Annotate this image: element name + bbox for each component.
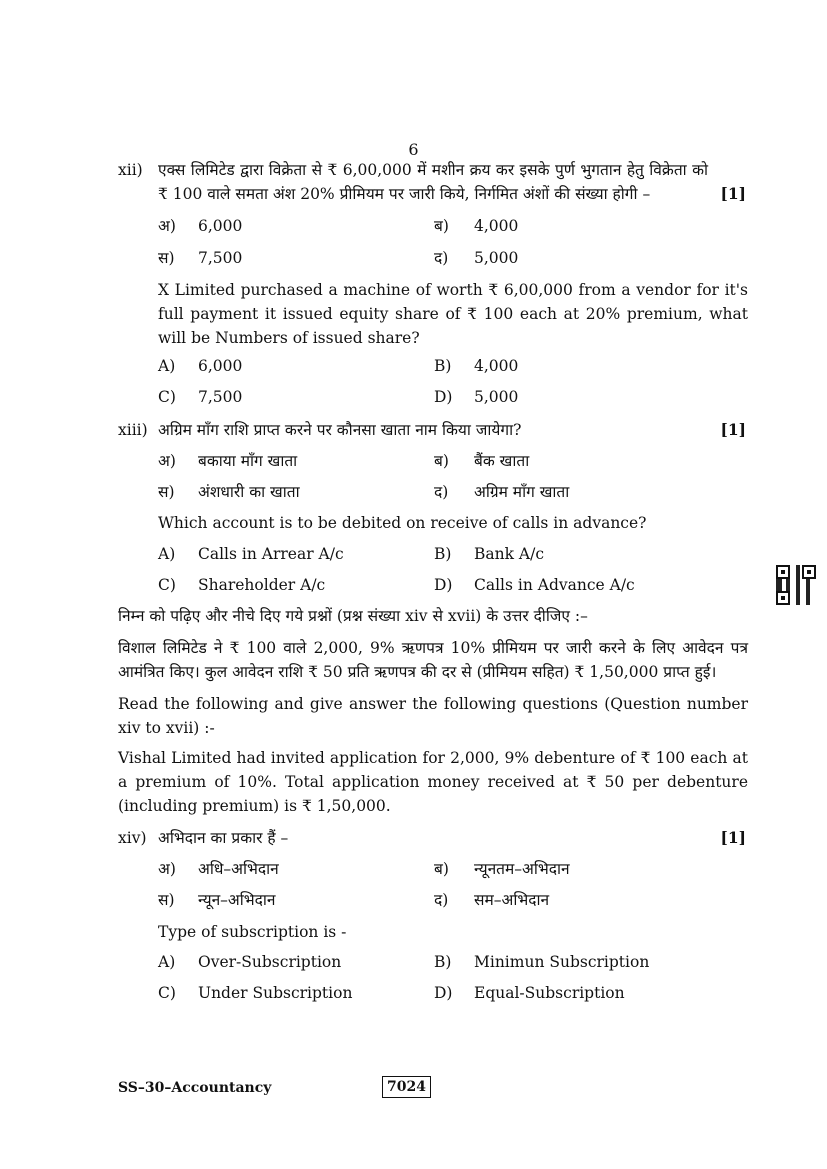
passage-text-hindi: विशाल लिमिटेड ने ₹ 100 वाले 2,000, 9% ऋणपत्र 10% प्रीमियम पर जारी करने के लिए आवेदन पत्र आमंत्रित किए। कुल आवेदन राशि ₹ 50 प्रति ऋणपत्र की दर से (प्रीमियम सहित) ₹ 1,50,000 प्राप्त हुई। <box>118 639 748 681</box>
option-c: C) Under Subscription <box>158 984 353 1002</box>
options-row <box>158 354 748 378</box>
options-row <box>158 981 748 1005</box>
option-a: अ) बकाया माँग खाता <box>158 452 298 470</box>
option-c: C) Shareholder A/c <box>158 576 326 594</box>
option-c: स) अंशधारी का खाता <box>158 483 300 501</box>
question-number: xii) <box>118 161 143 179</box>
option-a: A) Over-Subscription <box>158 953 342 971</box>
options-row <box>158 857 748 881</box>
question-xii-english: X Limited purchased a machine of worth ₹ 6,00,000 from a vendor for it's full payment it issued equity share of ₹ 100 each at 20% premium, what will be Numbers of issued share? <box>158 281 748 347</box>
option-a: A) Calls in Arrear A/c <box>158 545 344 563</box>
question-xiv-hindi <box>118 826 748 850</box>
options-row <box>158 950 748 974</box>
options-row <box>158 449 748 473</box>
question-xiii-hindi <box>118 418 748 442</box>
option-d: द) 5,000 <box>434 249 519 267</box>
option-d: द) अग्रिम माँग खाता <box>434 483 570 501</box>
option-d: D) Equal-Subscription <box>434 984 625 1002</box>
options-row <box>158 246 748 270</box>
option-c: स) न्यून–अभिदान <box>158 891 276 909</box>
question-xiii-english: Which account is to be debited on receive of calls in advance? <box>158 514 647 532</box>
passage-instruction-hindi: निम्न को पढ़िए और नीचे दिए गये प्रश्नों (प्रश्न संख्या xiv से xvii) के उत्तर दीजिए :– <box>118 607 588 625</box>
option-b: ब) बैंक खाता <box>434 452 530 470</box>
options-row <box>158 573 748 597</box>
option-b: B) 4,000 <box>434 357 519 375</box>
question-text: एक्स लिमिटेड द्वारा विक्रेता से ₹ 6,00,000 में मशीन क्रय कर इसके पुर्ण भुगतान हेतु विक्रेता को ₹ 100 वाले समता अंश 20% प्रीमियम पर जारी किये, निर्गमित अंशों की संख्या होगी – <box>158 161 708 203</box>
page-number: 6 <box>408 140 419 159</box>
marks-badge: [1] <box>720 184 746 203</box>
question-xiv-english: Type of subscription is - <box>158 923 347 941</box>
passage-text-english: Vishal Limited had invited application for 2,000, 9% debenture of ₹ 100 each at a premium of 10%. Total application money received at ₹ 50 per debenture (including premium) is ₹ 1,50,000. <box>118 749 748 815</box>
options-row <box>158 385 748 409</box>
option-d: D) 5,000 <box>434 388 519 406</box>
marks-badge: [1] <box>720 828 746 847</box>
option-b: B) Minimun Subscription <box>434 953 650 971</box>
question-number: xiv) <box>118 829 147 847</box>
option-a: अ) 6,000 <box>158 217 243 235</box>
footer-paper-code: 7024 <box>382 1076 431 1098</box>
question-text: अभिदान का प्रकार हैं – <box>158 829 289 847</box>
options-row <box>158 214 748 238</box>
option-a: A) 6,000 <box>158 357 243 375</box>
option-d: द) सम–अभिदान <box>434 891 550 909</box>
options-row <box>158 480 748 504</box>
options-row <box>158 542 748 566</box>
option-c: C) 7,500 <box>158 388 243 406</box>
option-b: B) Bank A/c <box>434 545 545 563</box>
question-text: अग्रिम माँग राशि प्राप्त करने पर कौनसा खाता नाम किया जायेगा? <box>158 421 522 439</box>
question-xii-hindi <box>118 158 748 206</box>
option-a: अ) अधि–अभिदान <box>158 860 279 878</box>
option-b: ब) न्यूनतम–अभिदान <box>434 860 570 878</box>
option-d: D) Calls in Advance A/c <box>434 576 635 594</box>
qr-code-icon <box>776 565 816 605</box>
question-number: xiii) <box>118 421 148 439</box>
marks-badge: [1] <box>720 420 746 439</box>
option-c: स) 7,500 <box>158 249 243 267</box>
option-b: ब) 4,000 <box>434 217 519 235</box>
options-row <box>158 888 748 912</box>
passage-instruction-english: Read the following and give answer the following questions (Question number xiv to xvii) :- <box>118 695 748 737</box>
footer-subject: SS–30–Accountancy <box>118 1080 272 1096</box>
